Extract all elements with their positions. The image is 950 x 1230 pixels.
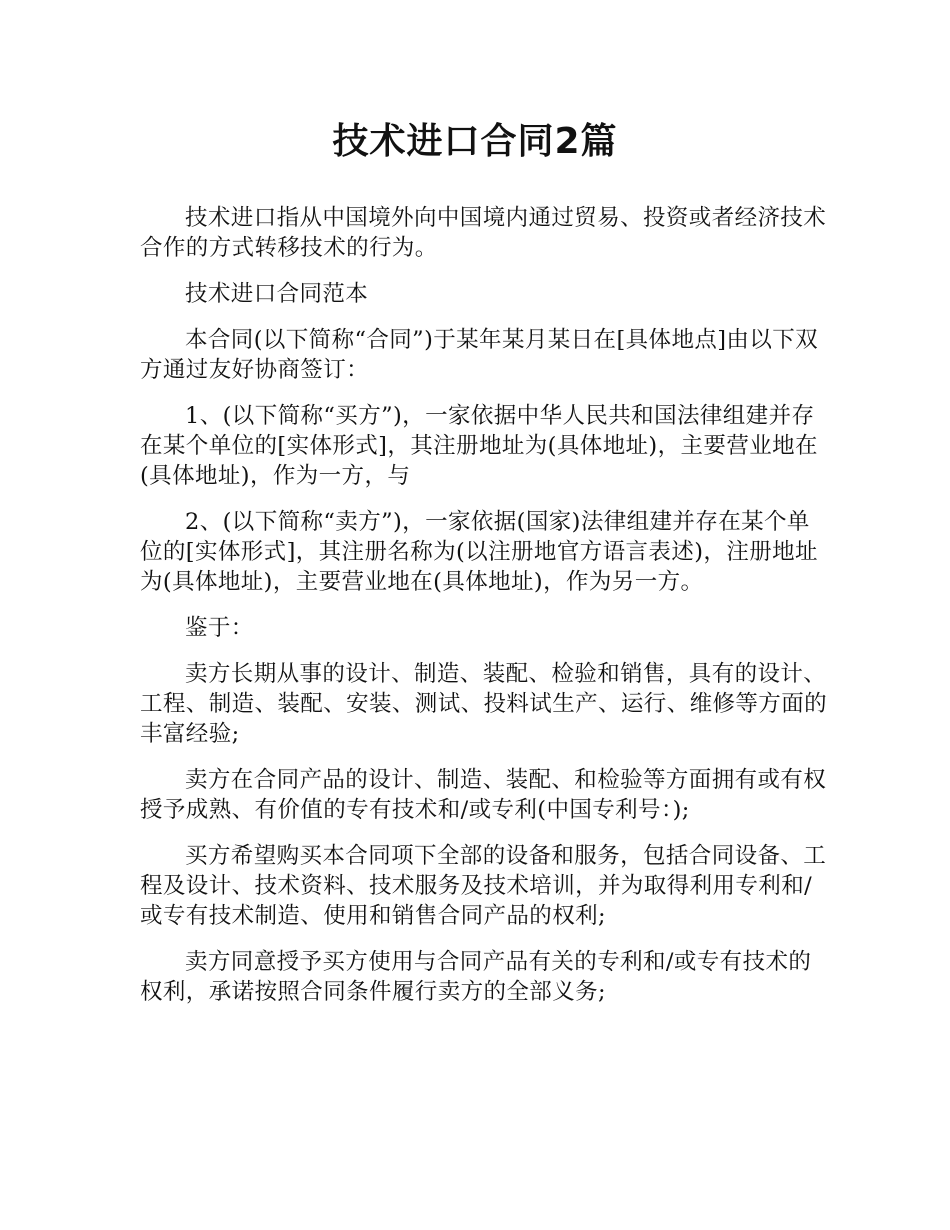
paragraph-seller-agreement: 卖方同意授予买方使用与合同产品有关的专利和/或专有技术的权利，承诺按照合同条件履行卖方的全部义务;	[140, 949, 812, 1005]
paragraph-definition: 技术进口指从中国境外向中国境内通过贸易、投资或者经济技术合作的方式转移技术的行为。	[140, 205, 827, 261]
paragraph-contract-intro: 本合同(以下简称“合同”)于某年某月某日在[具体地点]由以下双方通过友好协商签订：	[140, 327, 819, 383]
paragraph-template-heading: 技术进口合同范本	[185, 281, 369, 307]
paragraph-buyer: 1、(以下简称“买方”)，一家依据中华人民共和国法律组建并存在某个单位的[实体形式]，其注册地址为(具体地址)，主要营业地在(具体地址)，作为一方，与	[140, 403, 818, 489]
paragraph-seller-experience: 卖方长期从事的设计、制造、装配、检验和销售，具有的设计、工程、制造、装配、安装、测试、投料试生产、运行、维修等方面的丰富经验;	[140, 661, 828, 747]
document-title: 技术进口合同2篇	[332, 121, 618, 162]
document-body	[140, 203, 830, 1023]
paragraph-whereas: 鉴于：	[185, 615, 254, 641]
paragraph-buyer-purchase: 买方希望购买本合同项下全部的设备和服务，包括合同设备、工程及设计、技术资料、技术服务及技术培训，并为取得利用专利和/或专有技术制造、使用和销售合同产品的权利;	[140, 843, 827, 929]
paragraph-seller-technology: 卖方在合同产品的设计、制造、装配、和检验等方面拥有或有权授予成熟、有价值的专有技术和/或专利(中国专利号：);	[140, 767, 827, 823]
paragraph-seller: 2、(以下简称“卖方”)，一家依据(国家)法律组建并存在某个单位的[实体形式]，其注册名称为(以注册地官方语言表述)，注册地址为(具体地址)，主要营业地在(具体地址)，作为另一方。	[140, 509, 818, 595]
